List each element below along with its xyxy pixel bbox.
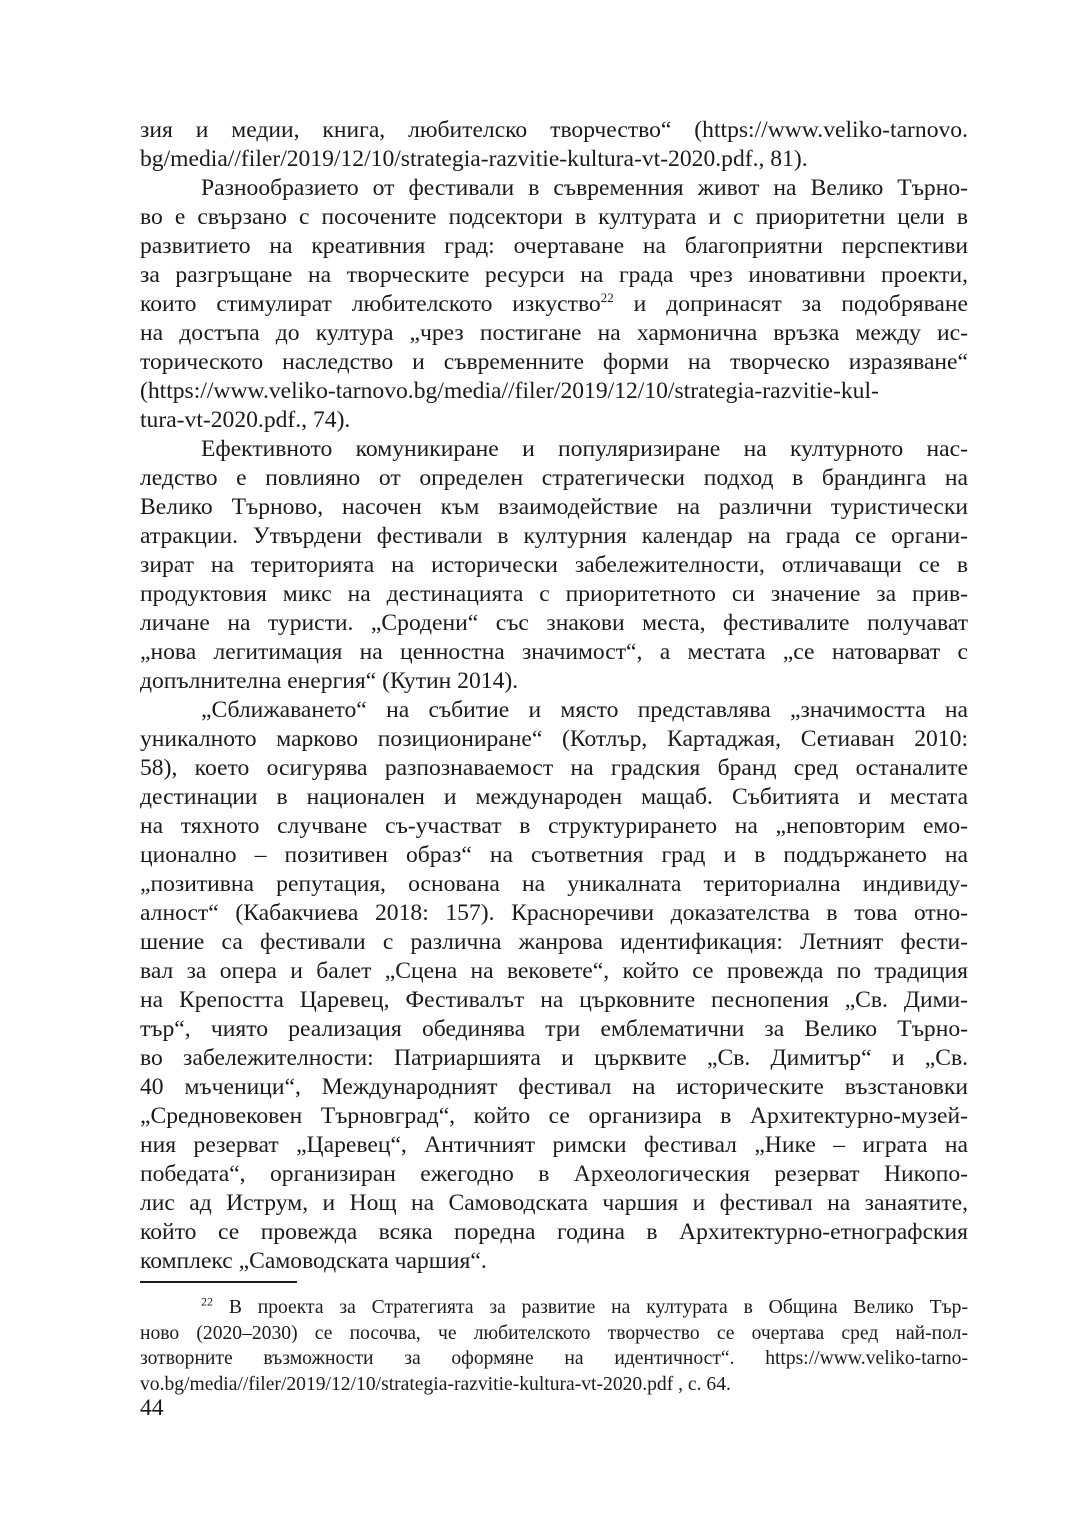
text-line: който се провежда всяка поредна година в Архитектурно-етнографския — [140, 1219, 968, 1245]
text-line: Велико Търново, насочен към взаимодействие на различни туристически — [140, 494, 968, 520]
text-line: на тяхното случване съ-участват в структурирането на „неповторим емо- — [140, 813, 968, 839]
text-line: победата“, организиран ежегодно в Археологическия резерват Никопо- — [140, 1161, 968, 1187]
text-segment: и допринасят за подобряване — [613, 291, 968, 317]
footnote-line: vo.bg/media//filer/2019/12/10/strategia-razvitie-kultura-vt-2020.pdf , с. 64. — [140, 1373, 731, 1395]
text-line: ционално – позитивен образ“ на съответния град и в поддържането на — [140, 842, 968, 868]
text-line: атракции. Утвърдени фестивали в културния календар на града се органи- — [140, 523, 968, 549]
paragraph-start-line: Ефективното комуникиране и популяризиране на културното нас- — [201, 436, 968, 462]
text-line: зия и медии, книга, любителско творчество“ (https://www.veliko-tarnovo. — [140, 117, 968, 143]
text-line: уникалното марково позициониране“ (Котлър, Картаджая, Сетиаван 2010: — [140, 726, 968, 752]
text-line-with-footnote-ref — [140, 290, 968, 319]
text-line: (https://www.veliko-tarnovo.bg/media//filer/2019/12/10/strategia-razvitie-kul- — [140, 378, 879, 404]
footnote-reference[interactable]: 22 — [600, 290, 614, 306]
text-segment: които стимулират любителското изкуство — [140, 291, 601, 317]
text-line: на Крепостта Царевец, Фестивалът на църковните песнопения „Св. Дими- — [140, 987, 968, 1013]
footnote-line: ново (2020–2030) се посочва, че любителското творчество се очертава сред най-пол- — [140, 1322, 968, 1344]
footnote-number: 22 — [201, 1294, 213, 1309]
text-line: „Средновековен Търновград“, който се организира в Архитектурно-музей- — [140, 1103, 968, 1129]
text-line: во е свързано с посочените подсектори в културата и с приоритетни цели в — [140, 204, 968, 230]
page-number: 44 — [140, 1395, 164, 1421]
text-line: алност“ (Кабакчиева 2018: 157). Красноречиви доказателства в това отно- — [140, 900, 968, 926]
text-line: лис ад Иструм, и Нощ на Самоводската чаршия и фестивал на занаятите, — [140, 1190, 968, 1216]
text-line: bg/media//filer/2019/12/10/strategia-razvitie-kultura-vt-2020.pdf., 81). — [140, 146, 808, 172]
text-line: комплекс „Самоводската чаршия“. — [140, 1248, 487, 1274]
text-line: „нова легитимация на ценностна значимост“, а местата „се натоварват с — [140, 639, 968, 665]
text-line: торическото наследство и съвременните форми на творческо изразяване“ — [140, 349, 968, 375]
text-line: во забележителности: Патриаршията и църквите „Св. Димитър“ и „Св. — [140, 1045, 968, 1071]
text-line: ния резерват „Царевец“, Античният римски фестивал „Нике – играта на — [140, 1132, 968, 1158]
text-line: 58), което осигурява разпознаваемост на градския бранд сред останалите — [140, 755, 968, 781]
text-line: 40 мъченици“, Международният фестивал на историческите възстановки — [140, 1074, 968, 1100]
text-line: развитието на креативния град: очертаване на благоприятни перспективи — [140, 233, 968, 259]
footnote-line — [140, 1295, 968, 1321]
text-line: тър“, чиято реализация обединява три емблематични за Велико Търно- — [140, 1016, 968, 1042]
text-line: продуктовия микс на дестинацията с приоритетното си значение за прив- — [140, 581, 968, 607]
footnote-line: зотворните възможности за оформяне на идентичност“. https://www.veliko-tarno- — [140, 1348, 968, 1369]
text-segment: В проекта за Стратегията за развитие на културата в Община Велико Тър- — [213, 1297, 968, 1318]
text-line: дестинации в национален и международен мащаб. Събитията и местата — [140, 784, 968, 810]
text-line: tura-vt-2020.pdf., 74). — [140, 407, 351, 433]
text-line: ледство е повлияно от определен стратегически подход в брандинга на — [140, 465, 968, 491]
text-line: личане на туристи. „Сродени“ със знакови места, фестивалите получават — [140, 610, 968, 636]
text-line: допълнителна енергия“ (Кутин 2014). — [140, 668, 519, 694]
text-line: „позитивна репутация, основана на уникалната териториална индивиду- — [140, 871, 968, 897]
text-line: на достъпа до култура „чрез постигане на хармонична връзка между ис- — [140, 320, 968, 346]
footnote — [140, 1295, 968, 1397]
footnote-separator — [140, 1281, 297, 1283]
paragraph-start-line: Разнообразието от фестивали в съвременния живот на Велико Търно- — [201, 175, 968, 201]
paragraph-start-line: „Сближаването“ на събитие и място представлява „значимостта на — [201, 697, 968, 723]
body-text — [140, 116, 968, 1276]
text-line: вал за опера и балет „Сцена на вековете“, който се провежда по традиция — [140, 958, 968, 984]
text-line: шение са фестивали с различна жанрова идентификация: Летният фести- — [140, 929, 968, 955]
text-line: за разгръщане на творческите ресурси на града чрез иновативни проекти, — [140, 262, 968, 288]
text-line: зират на територията на исторически забележителности, отличаващи се в — [140, 552, 968, 578]
